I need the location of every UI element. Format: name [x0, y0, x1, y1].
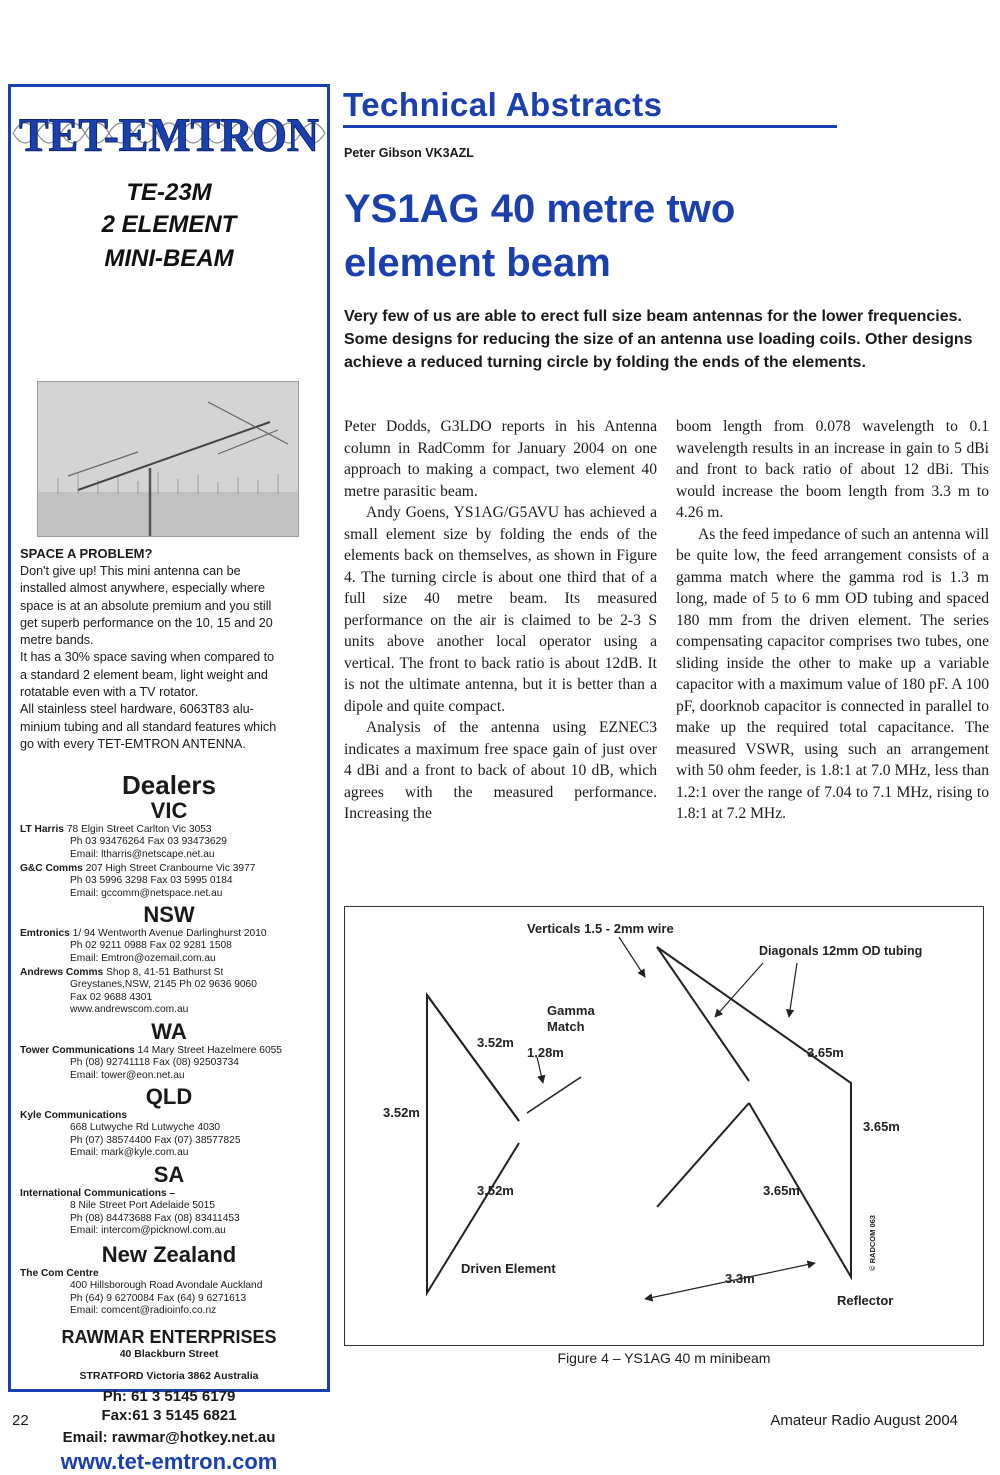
dealer-lt-harris [20, 824, 326, 861]
dealer-line: Ph (64) 9 6270084 Fax (64) 9 6271613 [70, 1292, 247, 1304]
dealer-line: Email: ltharris@netscape.net.au [70, 848, 215, 860]
dealer-name: Kyle Communications [20, 1110, 127, 1121]
dealer-line: 668 Lutwyche Rd Lutwyche 4030 [70, 1122, 221, 1134]
diagonals-pointer-2 [789, 963, 797, 1017]
region-new-zealand: New Zealand [101, 1242, 237, 1267]
rawmar-street: 40 Blackburn Street [119, 1348, 219, 1360]
dealer-line: Email: tower@eon.net.au [70, 1069, 185, 1081]
dealer-line: Shop 8, 41-51 Bathurst St [106, 967, 224, 978]
dealer-name: The Com Centre [20, 1268, 99, 1279]
dealer-emtronics [20, 928, 326, 965]
label-reflector: Reflector [837, 1293, 894, 1308]
dealer-line: 1/ 94 Wentworth Avenue Darlinghurst 2010 [72, 928, 267, 939]
dealer-tower [20, 1045, 326, 1082]
dealer-line: 78 Elgin Street Carlton Vic 3053 [66, 824, 212, 835]
byline: Peter Gibson VK3AZL [344, 146, 474, 160]
dealer-andrews-comms [20, 967, 326, 1017]
label-credit: © RADCOM 063 [868, 1215, 877, 1271]
dealer-line: Fax 02 9688 4301 [70, 991, 153, 1003]
article-headline: YS1AG 40 metre two element beam [344, 187, 736, 285]
ad-body-line: get superb performance on the 10, 15 and 20 [20, 615, 273, 630]
dealer-line: Greystanes,NSW, 2145 Ph 02 9636 9060 [70, 979, 257, 991]
dealer-line: 14 Mary Street Hazelmere 6055 [137, 1045, 282, 1056]
dealer-line: 207 High Street Cranbourne Vic 3977 [85, 863, 256, 874]
region-qld: QLD [145, 1084, 193, 1109]
dealer-line: Ph 02 9211 0988 Fax 02 9281 1508 [70, 940, 232, 952]
page-number: 22 [12, 1412, 29, 1429]
label-gamma-length: 1.28m [527, 1045, 564, 1060]
ad-body-line: installed almost anywhere, especially where [20, 581, 266, 596]
section-title: Technical Abstracts [343, 86, 663, 123]
label-reflector-right: 3.65m [863, 1119, 900, 1134]
logo-text: TET-EMTRON [19, 109, 320, 162]
ad-body-line: rotatable even with a TV rotator. [20, 685, 199, 700]
rawmar-website: www.tet-emtron.com [60, 1449, 278, 1474]
gamma-match-rod [527, 1077, 581, 1113]
rawmar-email: Email: rawmar@hotkey.net.au [62, 1429, 276, 1446]
article-standfirst: Very few of us are able to erect full size beam antennas for the lower frequencies. Some designs for reducing the size of an antenna use loading coils. Other designs achieve a reduced turning circle by folding the ends of the elements. [344, 308, 973, 371]
dealer-line: Email: Emtron@ozemail.com.au [70, 952, 216, 964]
dealer-line: Ph 03 93476264 Fax 03 93473629 [70, 836, 227, 848]
product-line-2: 2 ELEMENT [101, 211, 237, 238]
label-diagonals: Diagonals 12mm OD tubing [759, 944, 923, 958]
dealer-line: Email: gccomm@netspace.net.au [70, 887, 223, 899]
driven-element-upper-diagonal [427, 995, 519, 1121]
ad-body-line: All stainless steel hardware, 6063T83 alu- [20, 702, 254, 717]
label-match: Match [547, 1019, 585, 1034]
dealer-com-centre [20, 1268, 326, 1318]
dealer-line: 400 Hillsborough Road Avondale Auckland [70, 1280, 263, 1292]
ad-body-line: a standard 2 element beam, light weight and [20, 667, 268, 682]
ad-body-line: minium tubing and all standard features which [20, 719, 277, 734]
paragraph: Analysis of the antenna using EZNEC3 indicates a maximum free space gain of just over 4 dBi and a front to back of about 10 dB, which agrees with the measured performance. Increasing the [344, 719, 657, 822]
label-reflector-top: 3.65m [807, 1045, 844, 1060]
figure-4-diagram [344, 906, 984, 1346]
tet-emtron-logo [11, 93, 327, 171]
article-column-2 [676, 416, 989, 825]
paragraph: boom length from 0.078 wavelength to 0.1 wavelength results in an increase in gain to 5 dBi and front to back ratio of about 12 dBi. This would increase the boom length from 3.3 m to 4.26 m. [676, 418, 989, 521]
reflector-shape [657, 947, 851, 1277]
dealer-line: Ph (08) 92741118 Fax (08) 92503734 [70, 1057, 239, 1069]
product-line-1: TE-23M [126, 179, 212, 206]
figure-caption: Figure 4 – YS1AG 40 m minibeam [557, 1350, 771, 1366]
ad-body-line: metre bands. [20, 633, 94, 648]
rawmar-city: STRATFORD Victoria 3862 Australia [79, 1370, 259, 1382]
diagonals-pointer-1 [715, 963, 763, 1017]
section-rule [343, 125, 837, 128]
dealer-line: Email: intercom@picknowl.com.au [70, 1225, 226, 1237]
rawmar-phone: Ph: 61 3 5145 6179 [102, 1388, 236, 1405]
dealer-name: LT Harris [20, 824, 64, 835]
ad-body [20, 563, 324, 753]
magazine-issue: Amateur Radio August 2004 [770, 1412, 958, 1429]
antenna-photo [37, 381, 299, 537]
paragraph: Peter Dodds, G3LDO reports in his Antenna column in RadComm for January 2004 on one approach to making a compact, two element 40 metre parasitic beam. [344, 418, 657, 500]
article-column-1 [344, 416, 657, 825]
dealer-kyle [20, 1110, 326, 1160]
label-verticals: Verticals 1.5 - 2mm wire [527, 921, 674, 936]
ad-body-line: go with every TET-EMTRON ANTENNA. [20, 736, 246, 751]
gamma-pointer [537, 1057, 543, 1083]
region-vic: VIC [150, 798, 188, 823]
ad-body-line: space is at an absolute premium and you still [20, 598, 272, 613]
dealer-line: Email: mark@kyle.com.au [70, 1147, 189, 1159]
label-driven-element: Driven Element [461, 1261, 556, 1276]
paragraph: Andy Goens, YS1AG/G5AVU has achieved a small element size by folding the ends of the elements back on themselves, as shown in Figure 4. The turning circle is about one third that of a full size 40 metre beam. Its measured performance on the air is claimed to be 2-3 S units above another local operator using a vertical. The front to back ratio is about 12dB. It is not the ultimate antenna, but it is better than a dipole and quite compact. [344, 504, 657, 715]
label-spacing: 3.3m [725, 1271, 755, 1286]
dealer-line: www.andrewscom.com.au [70, 1004, 189, 1016]
region-nsw: NSW [143, 902, 195, 927]
dealer-line: Ph (08) 84473688 Fax (08) 83411453 [70, 1212, 240, 1224]
rawmar-enterprises [11, 1327, 327, 1475]
region-wa: WA [151, 1019, 187, 1044]
dealer-line: Ph (07) 38574400 Fax (07) 38577825 [70, 1134, 241, 1146]
label-gamma: Gamma [547, 1003, 595, 1018]
dealers-title: Dealers [122, 770, 216, 800]
dealer-name: Emtronics [20, 928, 70, 939]
product-line-3: MINI-BEAM [104, 245, 234, 272]
label-reflector-bottom: 3.65m [763, 1183, 800, 1198]
dealer-name: Tower Communications [20, 1045, 135, 1056]
verticals-pointer [619, 937, 645, 977]
dealer-line: Email: comcent@radioinfo.co.nz [70, 1305, 217, 1317]
reflector-lower [657, 1103, 749, 1207]
label-driven-bottom: 3.52m [477, 1183, 514, 1198]
dealer-line: Ph 03 5996 3298 Fax 03 5995 0184 [70, 875, 233, 887]
dealer-international [20, 1188, 326, 1238]
dealer-name: International Communications – [20, 1188, 176, 1199]
region-sa: SA [153, 1162, 185, 1187]
label-driven-left: 3.52m [383, 1105, 420, 1120]
dealer-name: G&C Comms [20, 863, 83, 874]
label-driven-top: 3.52m [477, 1035, 514, 1050]
dealer-name: Andrews Comms [20, 967, 104, 978]
ad-body-line: It has a 30% space saving when compared to [20, 650, 275, 665]
dealer-gc-comms [20, 863, 326, 900]
dealer-line: 8 Nile Street Port Adelaide 5015 [70, 1200, 215, 1212]
rawmar-fax: Fax:61 3 5145 6821 [101, 1407, 237, 1424]
ad-heading: SPACE A PROBLEM? [20, 546, 153, 561]
paragraph: As the feed impedance of such an antenna will be quite low, the feed arrangement consists of a gamma match where the gamma rod is 1.3 m long, made of 5 to 6 mm OD tubing and spaced 180 mm from the driven element. The series compensating capacitor comprises two tubes, one sliding inside the other to make up a variable capacitor with a maximum value of 180 pF. A 100 pF, doorknob capacitor is connected in parallel to make up the required total capacitance. The measured VSWR, using such an arrangement with 50 ohm feeder, is 1.8:1 at 7.0 MHz, less than 1.2:1 over the range of 7.04 to 7.1 MHz, rising to 1.8:1 at 7.2 MHz. [676, 525, 989, 822]
rawmar-name: RAWMAR ENTERPRISES [61, 1327, 277, 1347]
ad-body-line: Don't give up! This mini antenna can be [20, 564, 241, 578]
